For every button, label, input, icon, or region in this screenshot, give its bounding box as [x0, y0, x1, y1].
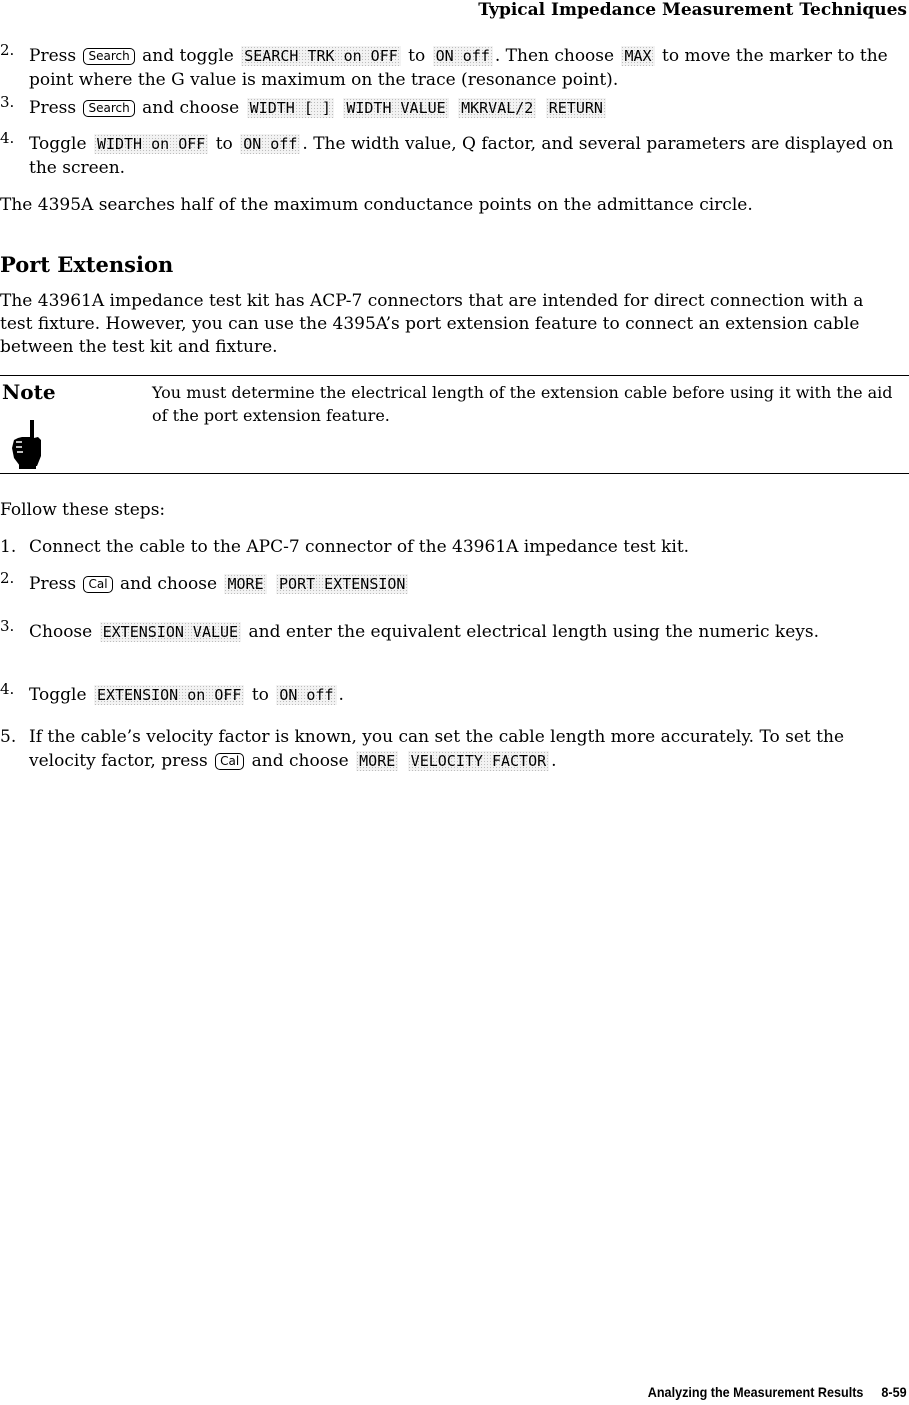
softkey-on-off: ON off: [433, 46, 493, 66]
list-item: 2. Press Search and toggle SEARCH TRK on OFF to ON off . Then choose MAX to move the marker to the point where the G value is maximum on the trace (resonance point).: [0, 44, 895, 92]
follow-steps-text: Follow these steps:: [0, 500, 166, 520]
softkey-port-extension: PORT EXTENSION: [276, 574, 408, 594]
list-item: 1. Connect the cable to the APC-7 connector of the 43961A impedance test kit.: [0, 537, 690, 557]
softkey-extension-on-off: EXTENSION on OFF: [94, 685, 245, 705]
list-item: 2. Press Cal and choose MORE PORT EXTENSION: [0, 572, 895, 596]
softkey-width-value: WIDTH VALUE: [343, 98, 448, 118]
step-number: 1.: [0, 537, 17, 557]
running-header: Typical Impedance Measurement Techniques: [478, 0, 907, 20]
softkey-on-off: ON off: [240, 134, 300, 154]
list-item: 4. Toggle WIDTH on OFF to ON off . The width value, Q factor, and several parameters are displayed on the screen.: [0, 132, 895, 180]
summary-paragraph: The 4395A searches half of the maximum conductance points on the admittance circle.: [0, 195, 753, 215]
section-heading: Port Extension: [0, 252, 174, 277]
step-number: 4.: [0, 129, 15, 147]
step-number: 4.: [0, 680, 15, 698]
note-top-rule: [0, 375, 909, 376]
softkey-extension-value: EXTENSION VALUE: [100, 622, 241, 642]
list-item: 3. Choose EXTENSION VALUE and enter the equivalent electrical length using the numeric keys.: [0, 620, 895, 644]
softkey-mkrval-2: MKRVAL/2: [458, 98, 536, 118]
softkey-max: MAX: [621, 46, 654, 66]
list-item: 3. Press Search and choose WIDTH [ ] WIDTH VALUE MKRVAL/2 RETURN: [0, 96, 895, 120]
note-text: You must determine the electrical length of the extension cable before using it with the aid of the port extension feature.: [152, 383, 893, 425]
softkey-on-off: ON off: [276, 685, 336, 705]
cal-key: Cal: [215, 753, 244, 770]
list-item: 4. Toggle EXTENSION on OFF to ON off .: [0, 683, 895, 707]
softkey-more: MORE: [356, 751, 398, 771]
list-item: 5. If the cable’s velocity factor is known, you can set the cable length more accurately. To set the velocity factor, press Cal and choose MORE VELOCITY FACTOR .: [0, 727, 845, 771]
search-key: Search: [83, 48, 134, 65]
softkey-width-on-off: WIDTH on OFF: [94, 134, 208, 154]
step-number: 3.: [0, 617, 15, 635]
pointing-hand-icon: [8, 418, 44, 470]
intro-paragraph: The 43961A impedance test kit has ACP-7 connectors that are intended for direct connection with a test fixture. However, you can use the 4395A’s port extension feature to connect an extension cable between the test kit and fixture.: [0, 291, 864, 357]
softkey-search-trk: SEARCH TRK on OFF: [241, 46, 401, 66]
note-label: Note: [2, 380, 56, 404]
softkey-width: WIDTH [ ]: [247, 98, 334, 118]
softkey-velocity-factor: VELOCITY FACTOR: [408, 751, 549, 771]
softkey-return: RETURN: [546, 98, 606, 118]
step-number: 5.: [0, 727, 17, 747]
step-number: 3.: [0, 93, 15, 111]
cal-key: Cal: [83, 576, 112, 593]
step-number: 2.: [0, 41, 15, 59]
softkey-more: MORE: [224, 574, 266, 594]
step-number: 2.: [0, 569, 15, 587]
page-number: 8-59: [881, 1384, 907, 1400]
note-bottom-rule: [0, 473, 909, 474]
search-key: Search: [83, 100, 134, 117]
footer-section: Analyzing the Measurement Results: [648, 1384, 864, 1400]
page-footer: [648, 1384, 907, 1400]
